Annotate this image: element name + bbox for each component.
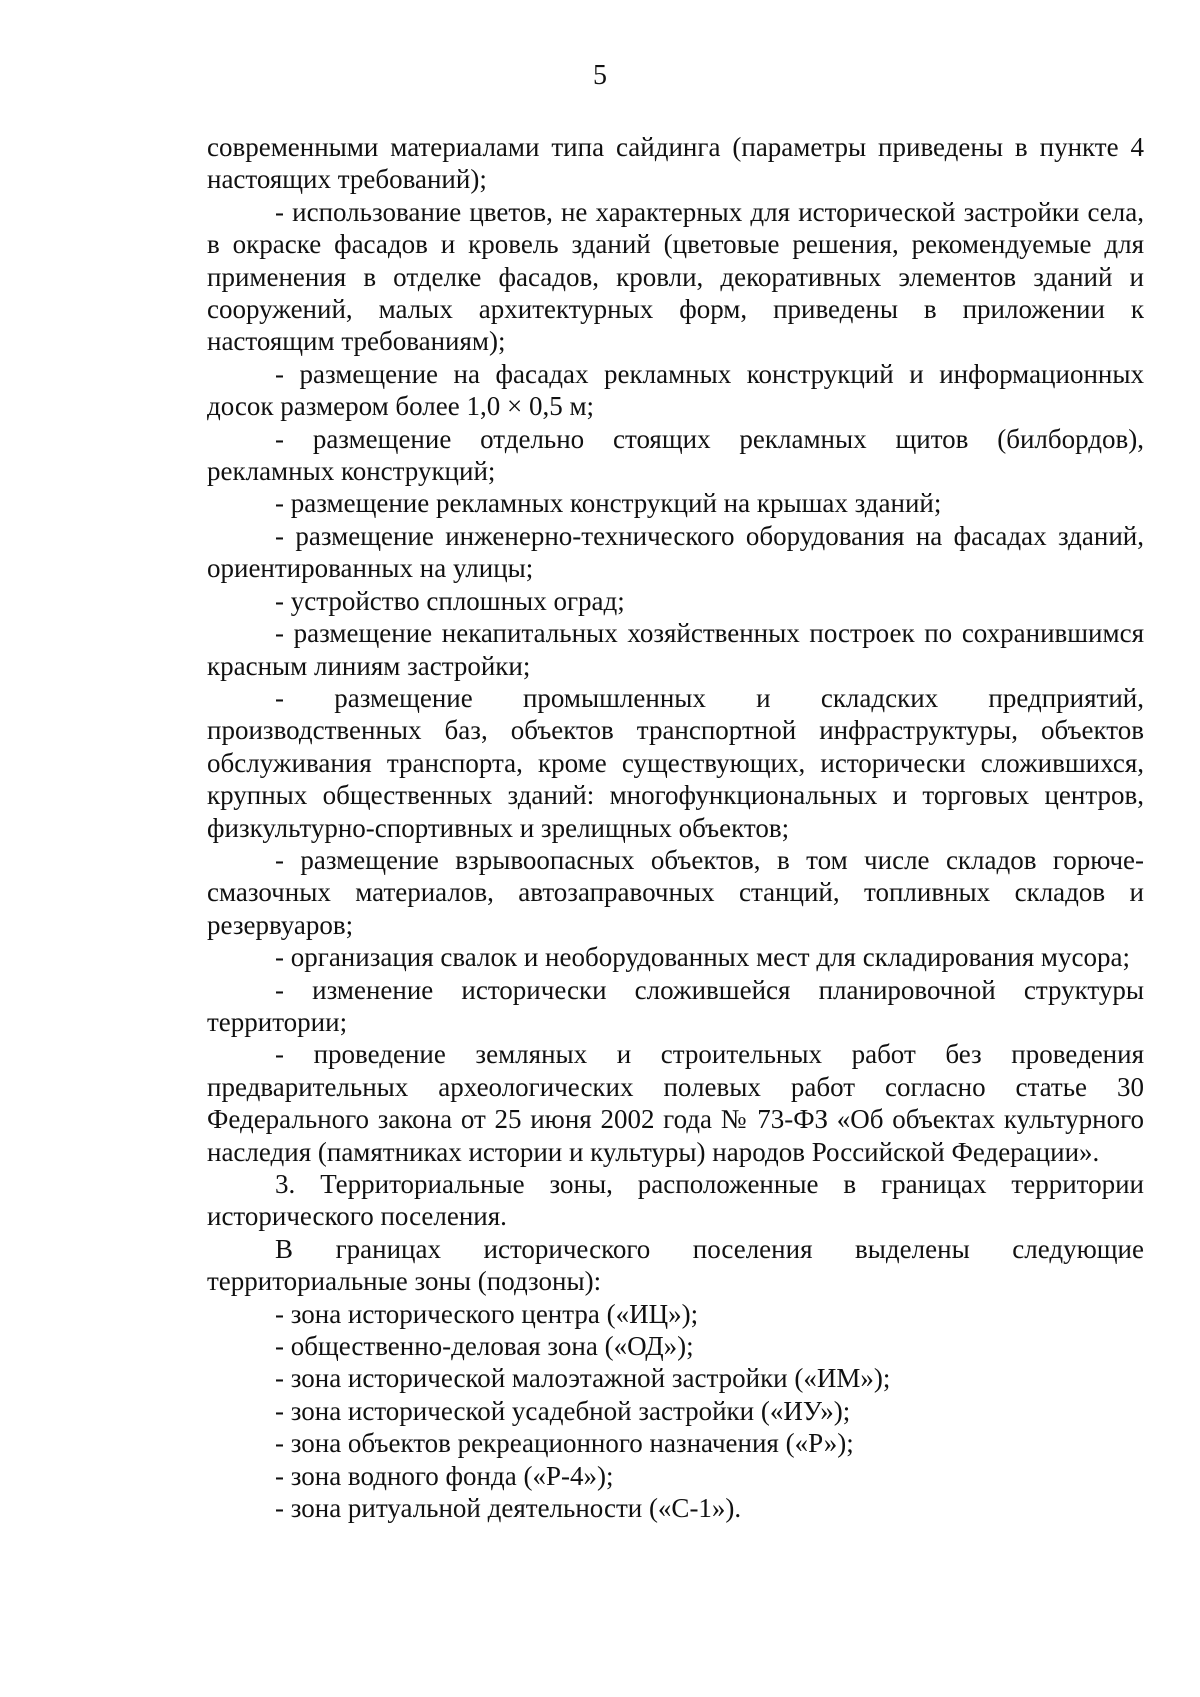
list-item-planning-structure: - изменение исторически сложившейся планировочной структуры территории;	[207, 974, 1144, 1037]
list-item-engineering-equipment: - размещение инженерно-технического оборудования на фасадах зданий, ориентированных на улицы;	[207, 520, 1144, 584]
zone-item-low-rise: - зона исторической малоэтажной застройки («ИМ»);	[275, 1363, 891, 1394]
list-item-roof-ads: - размещение рекламных конструкций на крышах зданий;	[275, 488, 942, 519]
zone-item-water: - зона водного фонда («Р-4»);	[275, 1460, 614, 1491]
paragraph-siding-materials: современными материалами типа сайдинга (параметры приведены в пункте 4 настоящих требований);	[207, 132, 1144, 195]
list-item-earthworks: - проведение земляных и строительных работ без проведения предварительных археологических полевых работ согласно статье 30 Федерального закона от 25 июня 2002 года № 73-ФЗ «Об объектах культурного наследия (памятниках истории и культуры) народов Российской Федерации».	[207, 1039, 1144, 1167]
list-item-solid-fences: - устройство сплошных оград;	[275, 585, 625, 616]
section-heading-zones: 3. Территориальные зоны, расположенные в границах территории исторического поселения.	[207, 1169, 1144, 1232]
list-item-facade-ads: - размещение на фасадах рекламных конструкций и информационных досок размером более 1,0 × 0,5 м;	[207, 358, 1144, 422]
list-item-dumps: - организация свалок и необорудованных мест для складирования мусора;	[275, 942, 1130, 973]
list-item-billboards: - размещение отдельно стоящих рекламных щитов (билбордов), рекламных конструкций;	[207, 423, 1144, 487]
document-body	[207, 131, 1144, 1524]
zone-item-estate: - зона исторической усадебной застройки («ИУ»);	[275, 1395, 851, 1426]
zone-item-business: - общественно-деловая зона («ОД»);	[275, 1331, 694, 1362]
list-item-temporary-buildings: - размещение некапитальных хозяйственных построек по сохранившимся красным линиям застройки;	[207, 618, 1144, 681]
zone-item-historic-center: - зона исторического центра («ИЦ»);	[275, 1298, 699, 1329]
list-item-colors: - использование цветов, не характерных для исторической застройки села, в окраске фасадов и кровель зданий (цветовые решения, рекомендуемые для применения в отделке фасадов, кровли, декоративных элементов зданий и сооружений, малых архитектурных форм, приведены в приложении к настоящим требованиям);	[207, 196, 1144, 357]
page-number: 5	[593, 60, 607, 91]
zone-item-recreation: - зона объектов рекреационного назначения («Р»);	[275, 1428, 854, 1459]
list-item-explosive-objects: - размещение взрывоопасных объектов, в том числе складов горюче-смазочных материалов, автозаправочных станций, топливных складов и резервуаров;	[207, 844, 1144, 940]
paragraph-zones-intro: В границах исторического поселения выделены следующие территориальные зоны (подзоны):	[207, 1233, 1144, 1297]
list-item-industrial: - размещение промышленных и складских предприятий, производственных баз, объектов транспортной инфраструктуры, объектов обслуживания транспорта, кроме существующих, исторически сложившихся, крупных общественных зданий: многофункциональных и торговых центров, физкультурно-спортивных и зрелищных объектов;	[207, 682, 1144, 843]
zone-item-ritual: - зона ритуальной деятельности («С-1»).	[275, 1493, 742, 1524]
